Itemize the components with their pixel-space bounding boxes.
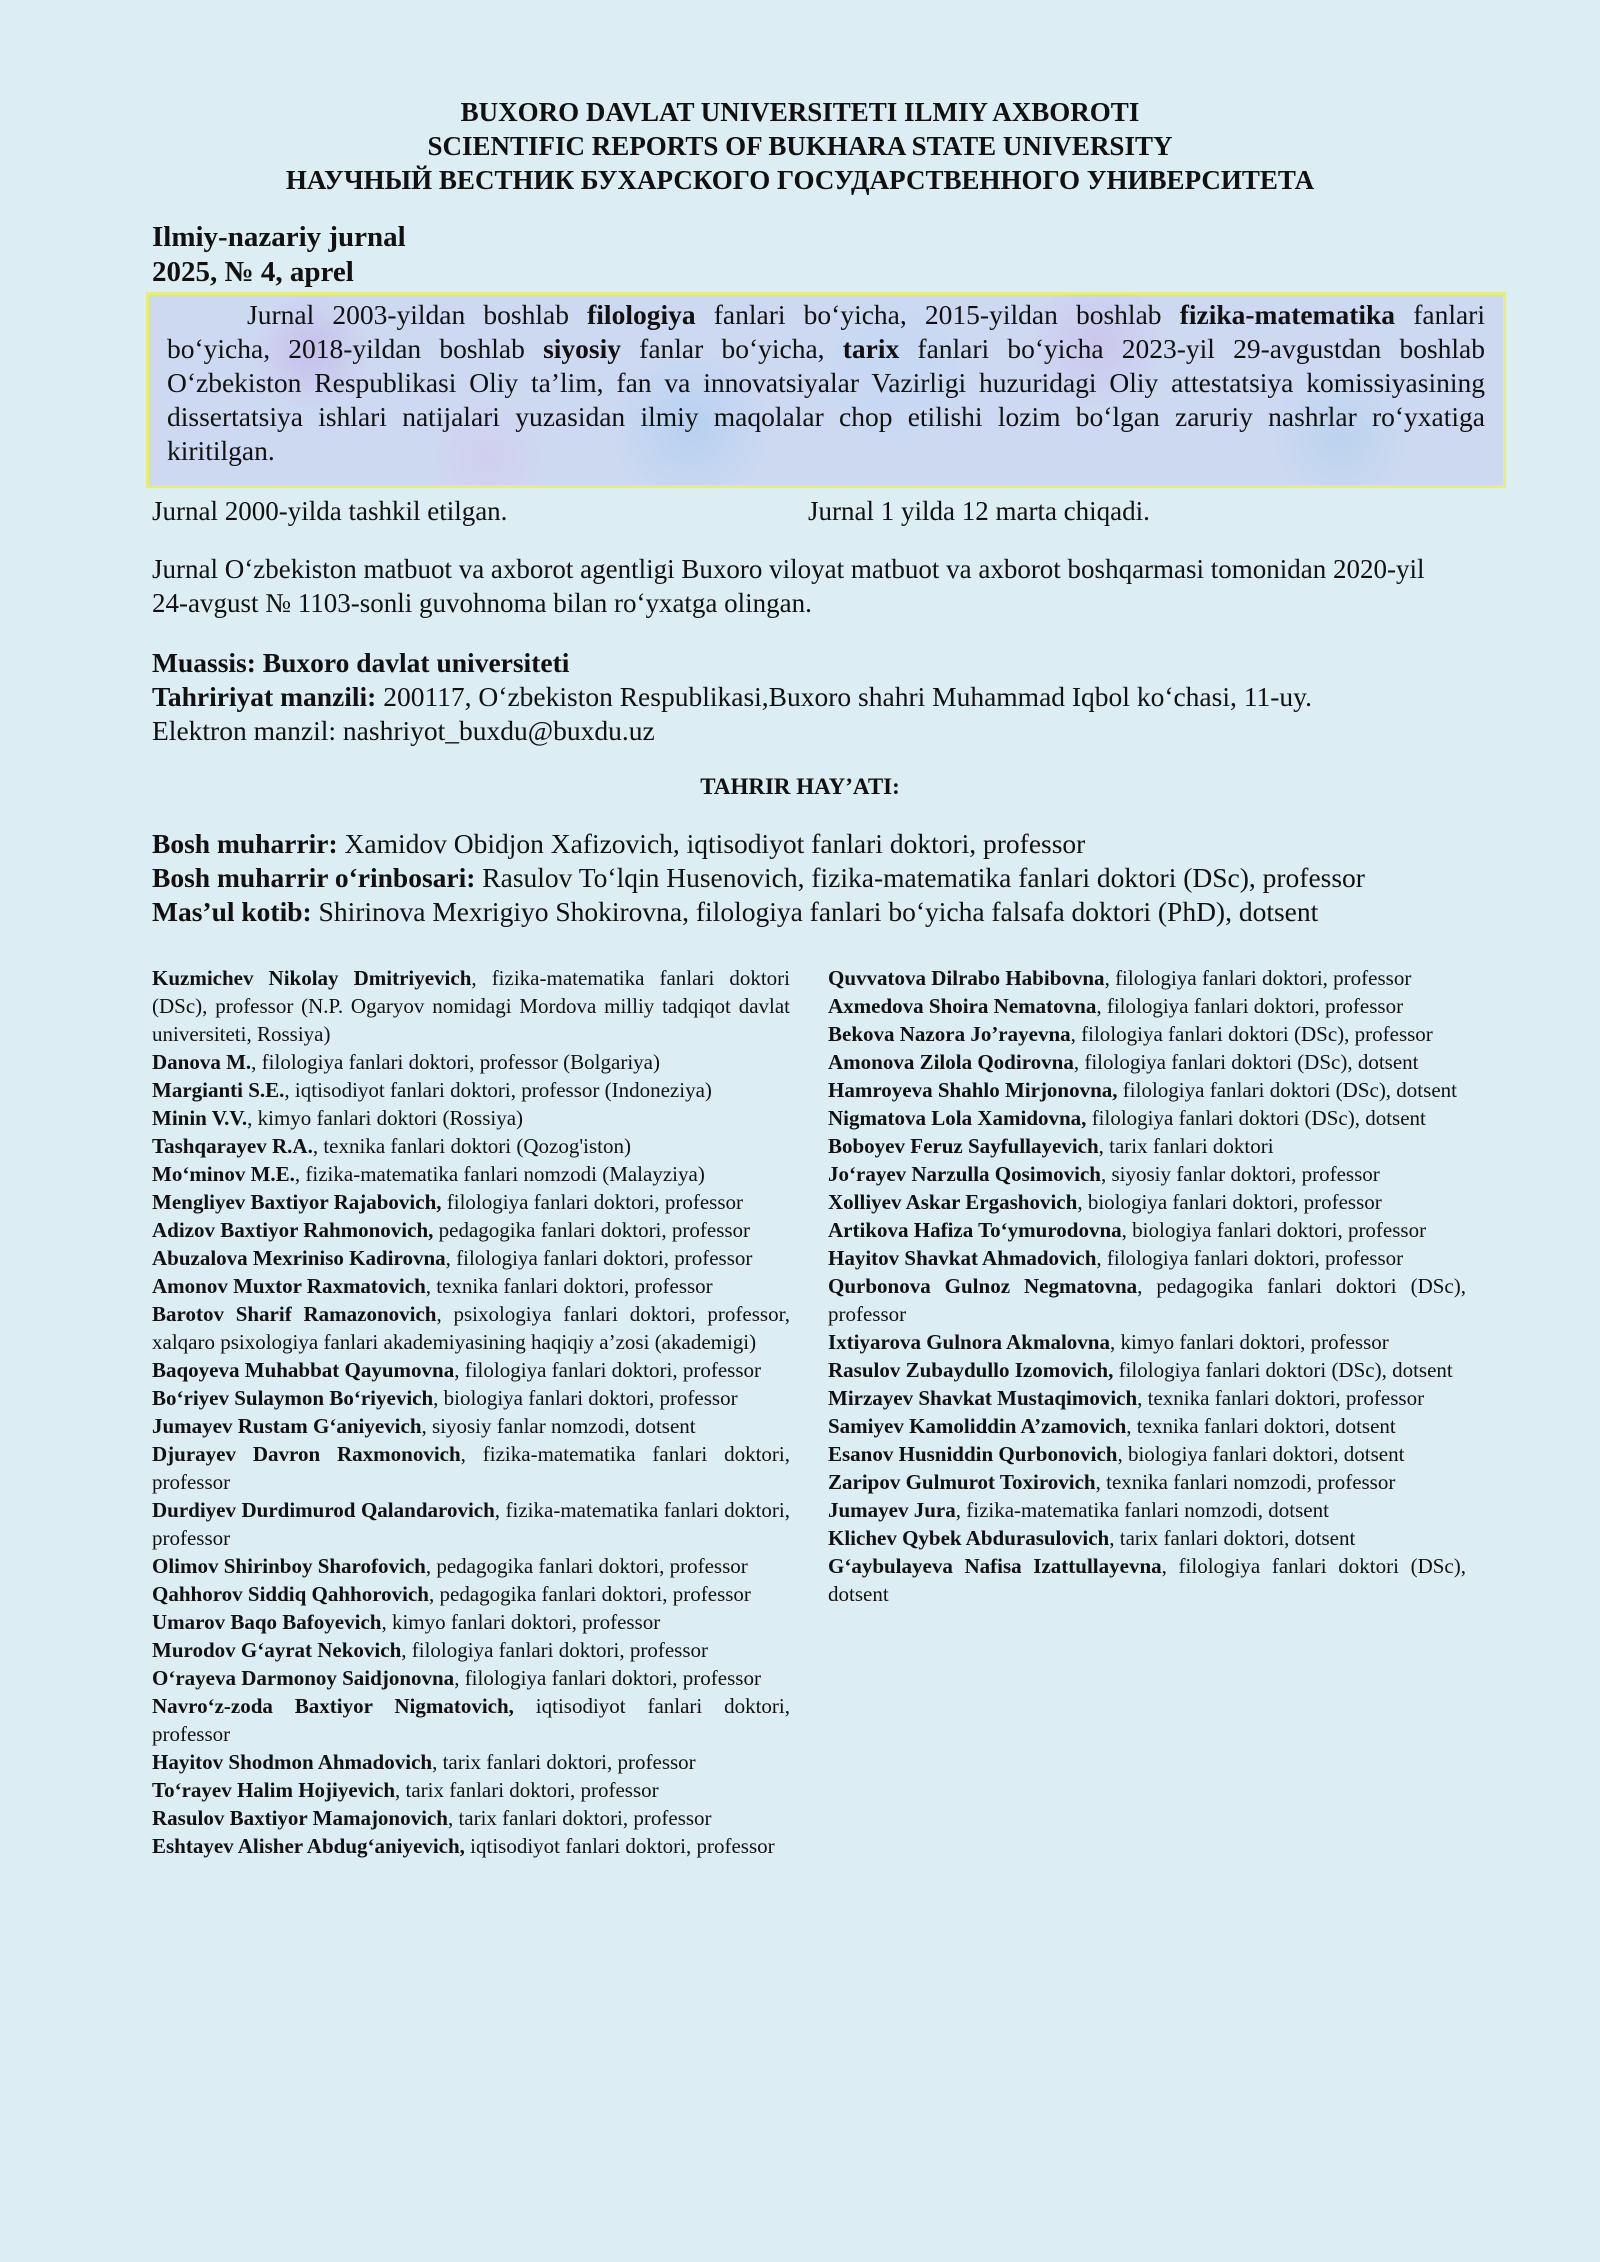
board-member	[828, 1384, 1466, 1412]
member-name: Mirzayev Shavkat Mustaqimovich	[828, 1386, 1138, 1410]
board-member	[828, 1468, 1466, 1496]
board-member	[152, 1412, 790, 1440]
member-description: pedagogika fanlari doktori, professor	[433, 1218, 751, 1242]
board-member	[152, 1104, 790, 1132]
board-member	[828, 1132, 1466, 1160]
member-description: , texnika fanlari doktori, professor	[1137, 1386, 1425, 1410]
board-member	[152, 1608, 790, 1636]
board-member	[828, 1244, 1466, 1272]
member-description: , fizika-matematika fanlari doktori, professor	[152, 1498, 790, 1550]
board-member	[152, 1216, 790, 1244]
member-name: Barotov Sharif Ramazonovich	[152, 1302, 437, 1326]
member-description: , pedagogika fanlari doktori, professor	[425, 1554, 748, 1578]
member-description: filologiya fanlari doktori (DSc), dotsent	[1117, 1078, 1457, 1102]
member-description: , filologiya fanlari doktori, professor	[1104, 966, 1412, 990]
board-member	[828, 964, 1466, 992]
accreditation-notice	[146, 292, 1506, 488]
board-member	[152, 1076, 790, 1104]
member-name: Rasulov Zubaydullo Izomovich,	[828, 1358, 1114, 1382]
notice-text-3: fanlari bo‘yicha, 2018-yildan boshlab	[167, 299, 1485, 364]
board-member	[828, 1020, 1466, 1048]
member-name: Djurayev Davron Raxmonovich	[152, 1442, 461, 1466]
member-name: Jo‘rayev Narzulla Qosimovich	[828, 1162, 1101, 1186]
member-description: , filologiya fanlari doktori, professor	[454, 1666, 761, 1690]
board-member	[828, 1412, 1466, 1440]
member-description: , filologiya fanlari doktori (DSc), dotsent	[828, 1554, 1466, 1606]
member-name: Amonova Zilola Qodirovna	[828, 1050, 1074, 1074]
member-description: filologiya fanlari doktori, professor	[441, 1190, 744, 1214]
masthead-title-uz: BUXORO DAVLAT UNIVERSITETI ILMIY AXBOROTI	[460, 97, 1140, 127]
member-description: , biologiya fanlari doktori, professor	[1077, 1190, 1382, 1214]
member-description: , iqtisodiyot fanlari doktori, professor (Indoneziya)	[284, 1078, 712, 1102]
board-member	[152, 1244, 790, 1272]
board-member	[152, 1384, 790, 1412]
member-name: Abuzalova Mexriniso Kadirovna	[152, 1246, 446, 1270]
chief-editor	[152, 827, 1365, 861]
member-description: , filologiya fanlari doktori, professor	[445, 1246, 753, 1270]
notice-bold-4: tarix	[842, 333, 900, 364]
member-name: Esanov Husniddin Qurbonovich	[828, 1442, 1118, 1466]
deputy-editor	[152, 861, 1365, 895]
member-description: , filologiya fanlari doktori (DSc), professor	[1070, 1022, 1433, 1046]
board-member	[152, 1440, 790, 1496]
board-member	[152, 1580, 790, 1608]
board-member	[828, 1076, 1466, 1104]
member-name: Margianti S.E.	[152, 1078, 285, 1102]
board-member	[828, 1440, 1466, 1468]
notice-bold-3: siyosiy	[543, 333, 621, 364]
board-members-right	[828, 964, 1466, 1608]
member-name: Rasulov Baxtiyor Mamajonovich	[152, 1806, 448, 1830]
executive-secretary	[152, 895, 1365, 929]
board-member	[152, 1496, 790, 1552]
board-member	[152, 1300, 790, 1356]
notice-text-2: fanlari bo‘yicha, 2015-yildan boshlab	[695, 299, 1180, 330]
notice-bold-1: filologiya	[587, 299, 696, 330]
chief-role: Bosh muharrir:	[152, 828, 338, 859]
member-description: , filologiya fanlari doktori, professor	[401, 1638, 709, 1662]
board-members-left	[152, 964, 790, 1860]
board-member	[152, 1356, 790, 1384]
member-name: Bo‘riyev Sulaymon Bo‘riyevich	[152, 1386, 434, 1410]
member-description: , siyosiy fanlar doktori, professor	[1100, 1162, 1380, 1186]
registration-text: Jurnal O‘zbekiston matbuot va axborot agentligi Buxoro viloyat matbuot va axborot boshqarmasi tomonidan 2020-yil 24-avgust № 1103-sonli guvohnoma bilan ro‘yxatga olingan.	[152, 554, 1425, 618]
board-member	[152, 1160, 790, 1188]
board-member	[828, 1160, 1466, 1188]
member-description: , fizika-matematika fanlari doktori (DSc), professor (N.P. Ogaryov nomidagi Mordova milliy tadqiqot davlat universiteti, Rossiya)	[152, 966, 790, 1046]
editorial-board-title: TAHRIR HAY’ATI:	[700, 774, 900, 799]
member-description: , texnika fanlari nomzodi, professor	[1095, 1470, 1396, 1494]
member-name: Ixtiyarova Gulnora Akmalovna	[828, 1330, 1110, 1354]
member-description: , biologiya fanlari doktori, professor	[433, 1386, 738, 1410]
chief-role: Mas’ul kotib:	[152, 896, 312, 927]
editorial-chiefs	[152, 827, 1365, 929]
board-member	[152, 1272, 790, 1300]
board-member	[828, 1188, 1466, 1216]
board-member	[828, 1524, 1466, 1552]
member-name: Quvvatova Dilrabo Habibovna	[828, 966, 1105, 990]
member-name: Kuzmichev Nikolay Dmitriyevich	[152, 966, 472, 990]
member-name: Klichev Qybek Abdurasulovich	[828, 1526, 1110, 1550]
member-name: Hayitov Shodmon Ahmadovich	[152, 1750, 433, 1774]
member-name: G‘aybulayeva Nafisa Izattullayevna	[828, 1554, 1162, 1578]
founded-text: Jurnal 2000-yilda tashkil etilgan.	[152, 496, 508, 526]
chief-text: Shirinova Mexrigiyo Shokirovna, filologiya fanlari bo‘yicha falsafa doktori (PhD), dotsent	[311, 896, 1319, 927]
member-name: Durdiyev Durdimurod Qalandarovich	[152, 1498, 495, 1522]
founder: Muassis: Buxoro davlat universiteti	[152, 647, 570, 678]
member-name: Nigmatova Lola Xamidovna,	[828, 1106, 1087, 1130]
member-description: , biologiya fanlari doktori, professor	[1121, 1218, 1427, 1242]
masthead-title-en: SCIENTIFIC REPORTS OF BUKHARA STATE UNIVERSITY	[427, 131, 1173, 161]
member-name: Tashqarayev R.A.	[152, 1134, 313, 1158]
member-name: Boboyev Feruz Sayfullayevich	[828, 1134, 1099, 1158]
member-name: Artikova Hafiza To‘ymurodovna	[828, 1218, 1122, 1242]
member-name: Mengliyev Baxtiyor Rajabovich,	[152, 1190, 442, 1214]
member-description: , filologiya fanlari doktori, professor	[1096, 1246, 1404, 1270]
member-name: Samiyev Kamoliddin A’zamovich	[828, 1414, 1127, 1438]
member-description: , texnika fanlari doktori, professor	[425, 1274, 713, 1298]
board-member	[152, 1048, 790, 1076]
frequency-text: Jurnal 1 yilda 12 marta chiqadi.	[808, 496, 1150, 526]
member-description: , texnika fanlari doktori (Qozog'iston)	[312, 1134, 631, 1158]
address-label: Tahririyat manzili:	[152, 681, 377, 712]
member-name: Axmedova Shoira Nematovna	[828, 994, 1097, 1018]
member-description: filologiya fanlari doktori (DSc), dotsent	[1086, 1106, 1426, 1130]
member-name: Mo‘minov M.E.	[152, 1162, 295, 1186]
member-description: , texnika fanlari doktori, dotsent	[1126, 1414, 1396, 1438]
accreditation-text	[167, 298, 1485, 468]
board-member	[152, 1748, 790, 1776]
member-description: iqtisodiyot fanlari doktori, professor	[464, 1834, 775, 1858]
member-description: , biologiya fanlari doktori, dotsent	[1117, 1442, 1405, 1466]
member-name: Xolliyev Askar Ergashovich	[828, 1190, 1078, 1214]
member-name: Murodov G‘ayrat Nekovich	[152, 1638, 402, 1662]
member-description: iqtisodiyot fanlari doktori, professor	[152, 1694, 790, 1746]
member-name: Olimov Shirinboy Sharofovich	[152, 1554, 426, 1578]
member-name: Amonov Muxtor Raxmatovich	[152, 1274, 426, 1298]
member-name: Navro‘z-zoda Baxtiyor Nigmatovich,	[152, 1694, 514, 1718]
board-member	[152, 1692, 790, 1748]
member-description: , tarix fanlari doktori, professor	[432, 1750, 696, 1774]
chief-role: Bosh muharrir o‘rinbosari:	[152, 862, 476, 893]
member-description: , kimyo fanlari doktori (Rossiya)	[247, 1106, 524, 1130]
board-member	[828, 1272, 1466, 1328]
member-description: , filologiya fanlari doktori, professor	[1096, 994, 1404, 1018]
notice-text-4: fanlar bo‘yicha,	[621, 333, 843, 364]
member-description: , pedagogika fanlari doktori, professor	[429, 1582, 751, 1606]
notice-bold-2: fizika-matematika	[1179, 299, 1396, 330]
board-member	[828, 1048, 1466, 1076]
board-member	[828, 1356, 1466, 1384]
board-member	[828, 1496, 1466, 1524]
board-member	[152, 1776, 790, 1804]
chief-text: Rasulov To‘lqin Husenovich, fizika-matematika fanlari doktori (DSc), professor	[475, 862, 1365, 893]
board-member	[828, 1104, 1466, 1132]
member-name: O‘rayeva Darmonoy Saidjonovna	[152, 1666, 455, 1690]
board-member	[152, 1804, 790, 1832]
member-description: , tarix fanlari doktori	[1098, 1134, 1274, 1158]
member-description: , filologiya fanlari doktori (DSc), dotsent	[1073, 1050, 1419, 1074]
board-member	[152, 1664, 790, 1692]
notice-text-1: Jurnal 2003-yildan boshlab	[247, 299, 588, 330]
member-description: , kimyo fanlari doktori, professor	[381, 1610, 661, 1634]
board-member	[828, 1328, 1466, 1356]
member-name: Bekova Nazora Jo’rayevna	[828, 1022, 1071, 1046]
chief-text: Xamidov Obidjon Xafizovich, iqtisodiyot fanlari doktori, professor	[337, 828, 1086, 859]
publisher-info	[152, 646, 1312, 748]
board-member	[152, 1132, 790, 1160]
member-description: , siyosiy fanlar nomzodi, dotsent	[421, 1414, 696, 1438]
member-name: Hayitov Shavkat Ahmadovich	[828, 1246, 1097, 1270]
member-name: Qahhorov Siddiq Qahhorovich	[152, 1582, 429, 1606]
member-name: Baqoyeva Muhabbat Qayumovna	[152, 1358, 455, 1382]
member-name: Hamroyeva Shahlo Mirjonovna,	[828, 1078, 1118, 1102]
member-description: , psixologiya fanlari doktori, professor, xalqaro psixologiya fanlari akademiyasining haqiqiy a’zosi (akademigi)	[152, 1302, 790, 1354]
journal-type: Ilmiy-nazariy jurnal	[152, 221, 406, 253]
member-description: , filologiya fanlari doktori, professor	[454, 1358, 761, 1382]
member-name: Adizov Baxtiyor Rahmonovich,	[152, 1218, 434, 1242]
member-name: Danova M.	[152, 1050, 252, 1074]
board-member	[828, 1552, 1466, 1608]
member-name: To‘rayev Halim Hojiyevich	[152, 1778, 396, 1802]
member-description: , fizika-matematika fanlari nomzodi (Malayziya)	[294, 1162, 705, 1186]
member-description: , pedagogika fanlari doktori (DSc), professor	[828, 1274, 1466, 1326]
member-name: Eshtayev Alisher Abdug‘aniyevich,	[152, 1834, 465, 1858]
member-description: , kimyo fanlari doktori, professor	[1109, 1330, 1389, 1354]
member-name: Jumayev Rustam G‘aniyevich	[152, 1414, 422, 1438]
member-description: , tarix fanlari doktori, dotsent	[1109, 1526, 1356, 1550]
member-description: filologiya fanlari doktori (DSc), dotsent	[1113, 1358, 1453, 1382]
member-name: Jumayev Jura	[828, 1498, 956, 1522]
address-value: 200117, O‘zbekiston Respublikasi,Buxoro shahri Muhammad Iqbol ko‘chasi, 11-uy.	[376, 681, 1312, 712]
member-description: , filologiya fanlari doktori, professor (Bolgariya)	[251, 1050, 660, 1074]
notice-text-5: fanlari bo‘yicha 2023-yil 29-avgustdan boshlab O‘zbekiston Respublikasi Oliy ta’lim, fan va innovatsiyalar Vazirligi huzuridagi Oliy attestatsiya komissiyasining dissertatsiya ishlari natijalari yuzasidan ilmiy maqolalar chop etilishi lozim bo‘lgan zaruriy nashrlar ro‘yxatiga kiritilgan.	[167, 333, 1485, 466]
member-name: Zaripov Gulmurot Toxirovich	[828, 1470, 1096, 1494]
board-member	[828, 1216, 1466, 1244]
board-member	[152, 1636, 790, 1664]
member-description: , fizika-matematika fanlari nomzodi, dotsent	[955, 1498, 1329, 1522]
member-description: , fizika-matematika fanlari doktori, professor	[152, 1442, 790, 1494]
masthead	[0, 95, 1600, 197]
board-member	[152, 1832, 790, 1860]
board-member	[152, 1552, 790, 1580]
masthead-title-ru: НАУЧНЫЙ ВЕСТНИК БУХАРСКОГО ГОСУДАРСТВЕННОГО УНИВЕРСИТЕТА	[285, 165, 1315, 195]
member-description: , tarix fanlari doktori, professor	[447, 1806, 712, 1830]
journal-meta	[152, 220, 406, 290]
board-member	[828, 992, 1466, 1020]
member-name: Umarov Baqo Bafoyevich	[152, 1610, 382, 1634]
board-member	[152, 964, 790, 1048]
journal-issue: 2025, № 4, aprel	[152, 256, 354, 288]
member-description: , tarix fanlari doktori, professor	[395, 1778, 659, 1802]
email-text: Elektron manzil: nashriyot_buxdu@buxdu.uz	[152, 715, 655, 746]
member-name: Minin V.V.	[152, 1106, 248, 1130]
member-name: Qurbonova Gulnoz Negmatovna	[828, 1274, 1138, 1298]
board-member	[152, 1188, 790, 1216]
